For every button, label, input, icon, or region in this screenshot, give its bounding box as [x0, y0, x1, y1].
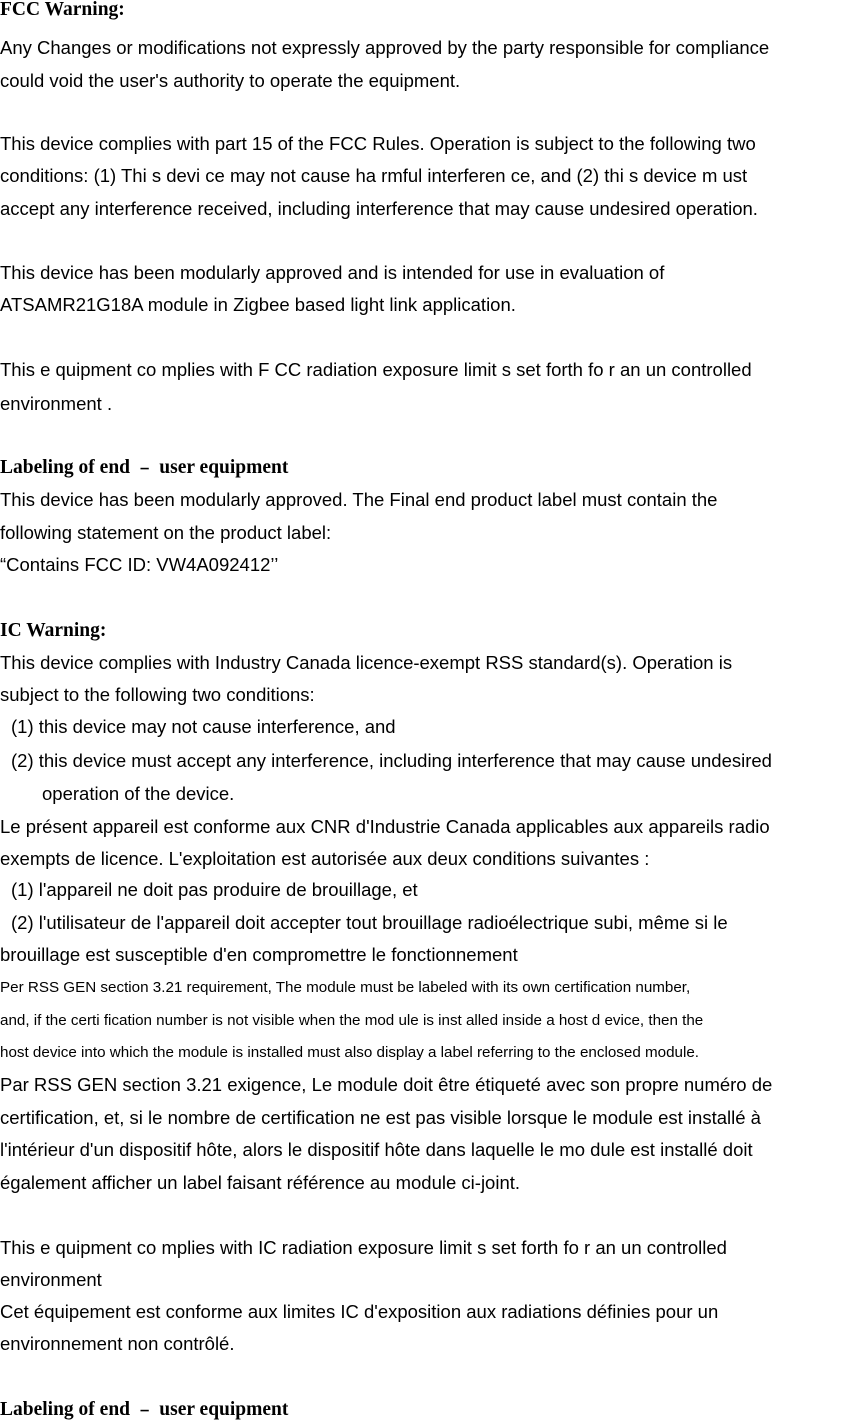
fcc-p2-line-1: This device complies with part 15 of the FCC Rules. Operation is subject to the following two	[0, 133, 756, 154]
rss-gen-en-line-1: Per RSS GEN section 3.21 requirement, The module must be labeled with its own certification number,	[0, 979, 691, 996]
fcc-p2-line-2: conditions: (1) Thi s devi ce may not cause ha rmful interferen ce, and (2) thi s device m ust	[0, 165, 748, 186]
ic-exposure-fr-line-2: environnement non contrôlé.	[0, 1333, 235, 1354]
ic-fr-condition-1: (1) l'appareil ne doit pas produire de brouillage, et	[11, 879, 418, 900]
rss-gen-fr-line-2: certification, et, si le nombre de certification ne est pas visible lorsque le module est installé à	[0, 1107, 761, 1128]
rss-gen-fr-line-3: l'intérieur d'un dispositif hôte, alors le dispositif hôte dans laquelle le mo dule est installé doit	[0, 1139, 753, 1160]
ic-en-condition-2-cont: operation of the device.	[42, 783, 235, 804]
fcc-labeling-line-1: This device has been modularly approved. The Final end product label must contain the	[0, 489, 718, 510]
ic-fr-condition-2: (2) l'utilisateur de l'appareil doit accepter tout brouillage radioélectrique subi, même si le	[11, 912, 728, 933]
fcc-warning-heading: FCC Warning:	[0, 0, 125, 20]
ic-en-condition-1: (1) this device may not cause interference, and	[11, 716, 396, 737]
ic-fr-intro-line-1: Le présent appareil est conforme aux CNR d'Industrie Canada applicables aux appareils radio	[0, 816, 770, 837]
ic-exposure-en-line-2: environment	[0, 1269, 102, 1290]
ic-fr-intro-line-2: exempts de licence. L'exploitation est autorisée aux deux conditions suivantes :	[0, 848, 650, 869]
fcc-id-statement: “Contains FCC ID: VW4A092412’’	[0, 554, 279, 575]
fcc-exposure-line-2: environment .	[0, 393, 113, 414]
fcc-exposure-line-1: This e quipment co mplies with F CC radiation exposure limit s set forth fo r an un controlled	[0, 359, 752, 380]
rss-gen-fr-line-4: également afficher un label faisant référence au module ci-joint.	[0, 1172, 521, 1193]
ic-fr-condition-2-cont: brouillage est susceptible d'en compromettre le fonctionnement	[0, 944, 518, 965]
ic-exposure-fr-line-1: Cet équipement est conforme aux limites IC d'exposition aux radiations définies pour un	[0, 1301, 719, 1322]
fcc-p2-line-3: accept any interference received, including interference that may cause undesired operation.	[0, 198, 758, 219]
fcc-p3-line-2: ATSAMR21G18A module in Zigbee based light link application.	[0, 294, 516, 315]
fcc-labeling-line-2: following statement on the product label:	[0, 522, 332, 543]
fcc-labeling-heading: Labeling of end ﹣ user equipment	[0, 457, 289, 478]
rss-gen-fr-line-1: Par RSS GEN section 3.21 exigence, Le module doit être étiqueté avec son propre numéro de	[0, 1074, 773, 1095]
ic-labeling-heading: Labeling of end ﹣ user equipment	[0, 1399, 289, 1420]
ic-en-intro-line-2: subject to the following two conditions:	[0, 684, 315, 705]
ic-en-intro-line-1: This device complies with Industry Canada licence-exempt RSS standard(s). Operation is	[0, 652, 733, 673]
fcc-p1-line-1: Any Changes or modifications not expressly approved by the party responsible for compliance	[0, 37, 770, 58]
rss-gen-en-line-3: host device into which the module is installed must also display a label referring to the enclosed module.	[0, 1044, 700, 1061]
fcc-p3-line-1: This device has been modularly approved and is intended for use in evaluation of	[0, 262, 665, 283]
ic-exposure-en-line-1: This e quipment co mplies with IC radiation exposure limit s set forth fo r an un controlled	[0, 1237, 727, 1258]
rss-gen-en-line-2: and, if the certi fication number is not visible when the mod ule is inst alled inside a host d evice, then the	[0, 1012, 704, 1029]
ic-warning-heading: IC Warning:	[0, 620, 107, 641]
ic-en-condition-2: (2) this device must accept any interference, including interference that may cause undesired	[11, 750, 772, 771]
fcc-p1-line-2: could void the user's authority to operate the equipment.	[0, 70, 461, 91]
